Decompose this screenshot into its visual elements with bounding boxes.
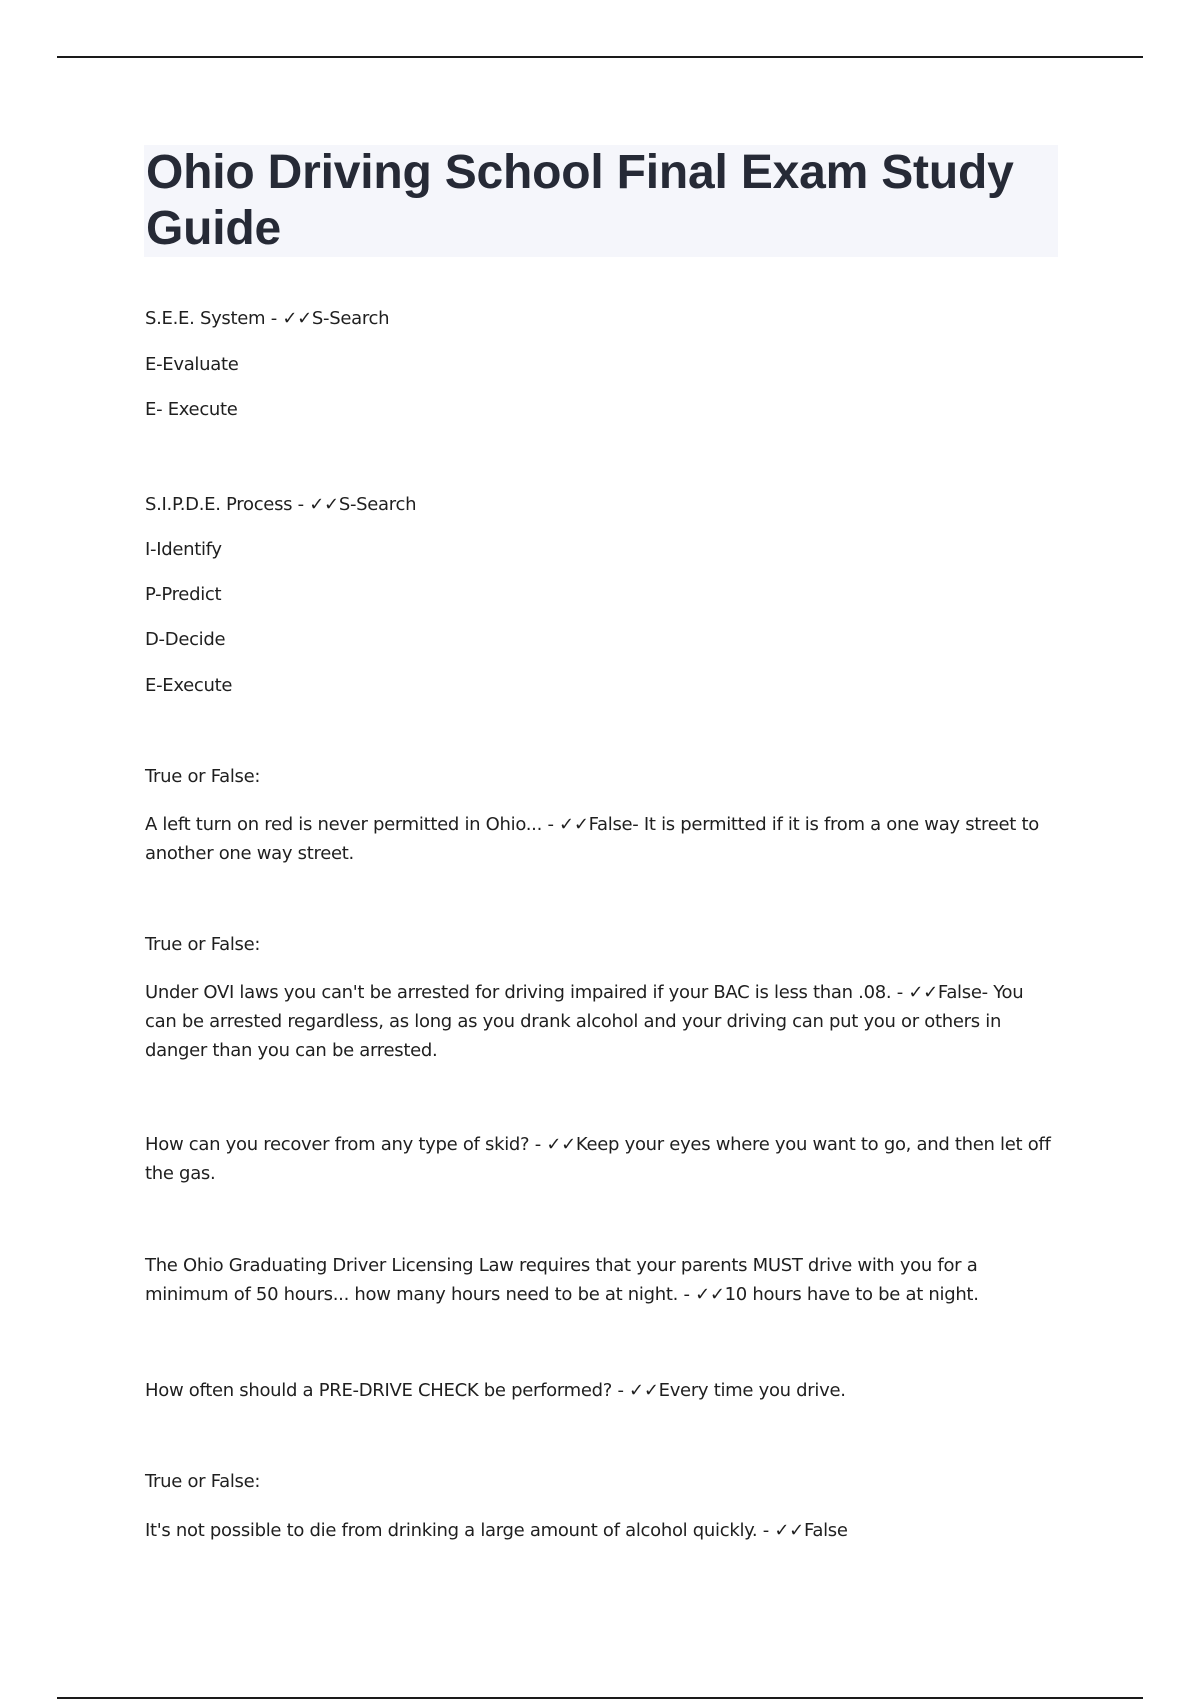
sipde-decide-line: D-Decide xyxy=(145,629,226,650)
alcohol-overdose-answer: It's not possible to die from drinking a large amount of alcohol quickly. - ✓✓False xyxy=(145,1520,848,1541)
graduated-licensing-answer: The Ohio Graduating Driver Licensing Law requires that your parents MUST drive with you for a minimum of 50 hours... how many hours need to be at night. - ✓✓10 hours have to be at night. xyxy=(145,1255,979,1305)
top-rule xyxy=(57,56,1143,58)
true-false-label-3: True or False: xyxy=(145,1471,261,1492)
skid-recovery-answer: How can you recover from any type of skid? - ✓✓Keep your eyes where you want to go, and then let off the gas. xyxy=(145,1134,1051,1184)
sipde-predict-line: P-Predict xyxy=(145,584,222,605)
see-evaluate-line: E-Evaluate xyxy=(145,354,239,375)
ovi-laws-answer: Under OVI laws you can't be arrested for driving impaired if your BAC is less than .08. - ✓✓False- You can be arrested regardless, as long as you drank alcohol and your driving can put you or others in danger than you can be arrested. xyxy=(145,982,1024,1061)
left-turn-on-red-answer: A left turn on red is never permitted in Ohio... - ✓✓False- It is permitted if it is from a one way street to another one way street. xyxy=(145,814,1039,864)
see-system-line: S.E.E. System - ✓✓S-Search xyxy=(145,308,390,329)
sipde-identify-line: I-Identify xyxy=(145,539,222,560)
sipde-process-line: S.I.P.D.E. Process - ✓✓S-Search xyxy=(145,494,417,515)
pre-drive-check-answer: How often should a PRE-DRIVE CHECK be performed? - ✓✓Every time you drive. xyxy=(145,1380,846,1401)
true-false-label-1: True or False: xyxy=(145,766,261,787)
title-banner xyxy=(144,145,1058,257)
true-false-label-2: True or False: xyxy=(145,934,261,955)
page-title: Ohio Driving School Final Exam Study Guide xyxy=(146,146,1014,255)
sipde-execute-line: E-Execute xyxy=(145,675,233,696)
bottom-rule xyxy=(57,1697,1143,1699)
see-execute-line: E- Execute xyxy=(145,399,238,420)
